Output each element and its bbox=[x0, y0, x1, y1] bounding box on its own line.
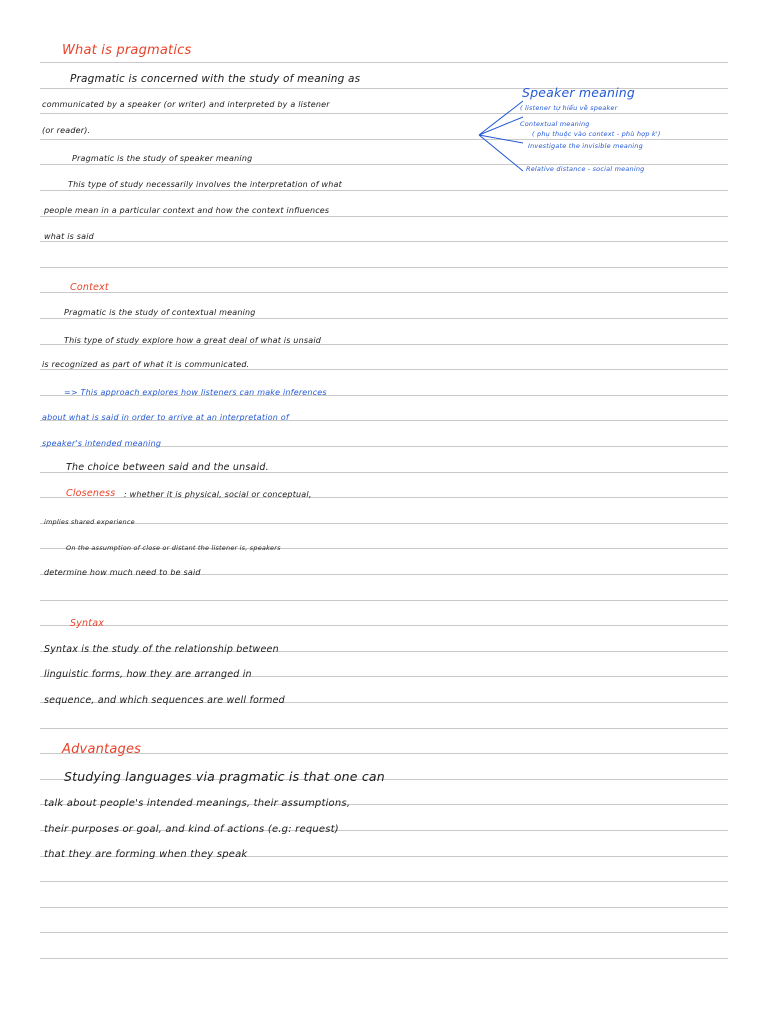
side-note-line: ( listener tự hiểu về speaker bbox=[520, 104, 618, 112]
text-line: Studying languages via pragmatic is that one can bbox=[64, 769, 385, 784]
side-note-title: Speaker meaning bbox=[522, 85, 636, 100]
text-line: linguistic forms, how they are arranged in bbox=[44, 669, 252, 680]
closeness-label: Closeness bbox=[66, 488, 116, 499]
ruled-line bbox=[40, 523, 728, 524]
text-line: This type of study explore how a great deal of what is unsaid bbox=[64, 336, 322, 345]
section-title-pragmatics: What is pragmatics bbox=[62, 43, 192, 58]
text-line: is recognized as part of what it is communicated. bbox=[42, 360, 250, 369]
text-line: (or reader). bbox=[42, 126, 91, 135]
text-line: determine how much need to be said bbox=[44, 568, 201, 577]
section-title-syntax: Syntax bbox=[70, 618, 105, 629]
side-note-line: Investigate the invisible meaning bbox=[528, 142, 643, 150]
ruled-line bbox=[40, 113, 728, 114]
ruled-line bbox=[40, 881, 728, 882]
text-line: people mean in a particular context and how the context influences bbox=[44, 206, 330, 215]
ruled-line bbox=[40, 932, 728, 933]
section-title-context: Context bbox=[70, 282, 109, 293]
ruled-line bbox=[40, 600, 728, 601]
blue-text-line: => This approach explores how listeners can make inferences bbox=[64, 388, 327, 397]
text-line: sequence, and which sequences are well formed bbox=[44, 695, 285, 706]
ruled-line bbox=[40, 728, 728, 729]
side-note-line: ( phụ thuộc vào context - phù hợp k') bbox=[532, 130, 661, 138]
ruled-line bbox=[40, 753, 728, 754]
text-line: their purposes or goal, and kind of actions (e.g: request) bbox=[44, 824, 339, 835]
text-line: This type of study necessarily involves the interpretation of what bbox=[68, 180, 342, 189]
text-line: : whether it is physical, social or conceptual, bbox=[124, 490, 312, 499]
side-note-line: Relative distance - social meaning bbox=[526, 165, 645, 173]
text-line: Pragmatic is concerned with the study of meaning as bbox=[70, 73, 361, 85]
text-line: talk about people's intended meanings, their assumptions, bbox=[44, 798, 351, 809]
ruled-line bbox=[40, 907, 728, 908]
ruled-line bbox=[40, 267, 728, 268]
text-line: implies shared experience bbox=[44, 518, 135, 526]
ruled-line bbox=[40, 625, 728, 626]
text-line: Syntax is the study of the relationship between bbox=[44, 644, 279, 655]
blue-text-line: speaker's intended meaning bbox=[42, 439, 162, 448]
text-line: The choice between said and the unsaid. bbox=[66, 462, 269, 473]
section-title-advantages: Advantages bbox=[62, 742, 142, 757]
ruled-line bbox=[40, 62, 728, 63]
text-line: what is said bbox=[44, 232, 94, 241]
ruled-line bbox=[40, 241, 728, 242]
brace-lines bbox=[475, 95, 525, 185]
text-line: On the assumption of close or distant the listener is, speakers bbox=[66, 544, 281, 552]
ruled-line bbox=[40, 958, 728, 959]
side-note-line: Contextual meaning bbox=[520, 120, 590, 128]
text-line: Pragmatic is the study of speaker meaning bbox=[72, 154, 253, 163]
ruled-line bbox=[40, 292, 728, 293]
text-line: Pragmatic is the study of contextual meaning bbox=[64, 308, 256, 317]
blue-text-line: about what is said in order to arrive at an interpretation of bbox=[42, 413, 289, 422]
text-line: communicated by a speaker (or writer) and interpreted by a listener bbox=[42, 100, 330, 109]
text-line: that they are forming when they speak bbox=[44, 849, 248, 860]
